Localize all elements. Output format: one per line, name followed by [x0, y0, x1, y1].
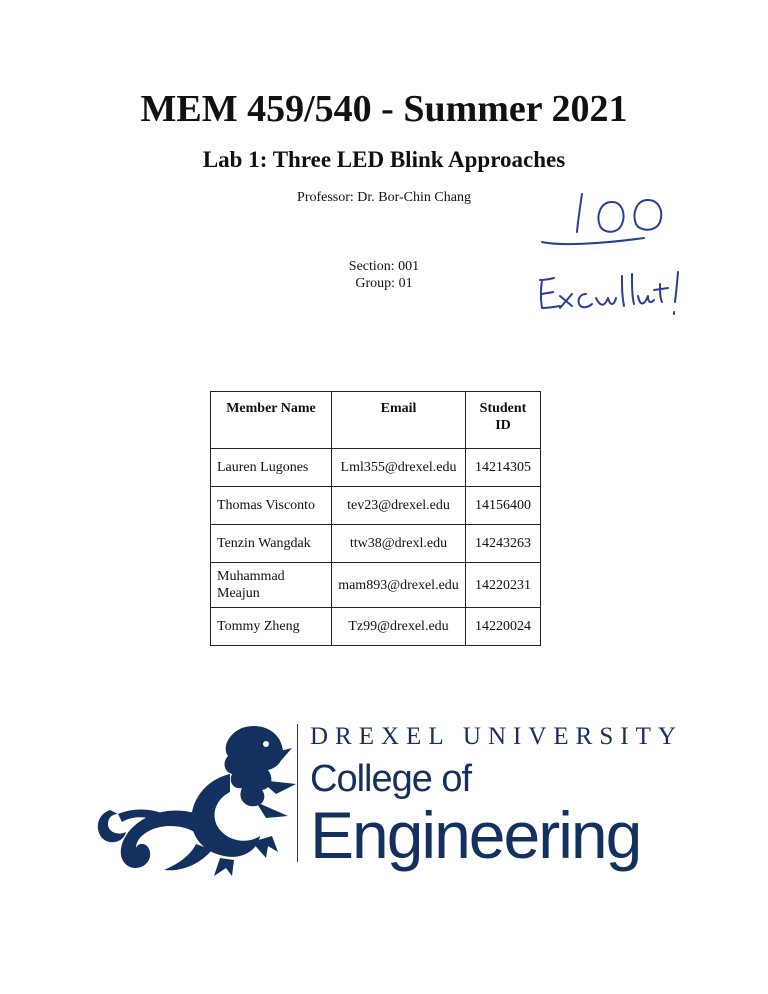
grade-digit-0b-stroke: [635, 200, 662, 230]
document-title: MEM 459/540 - Summer 2021: [140, 88, 628, 130]
grade-digit-0a-stroke: [599, 202, 624, 232]
cell-student-id: 14156400: [466, 487, 541, 525]
handwritten-grade-annotation: [520, 180, 700, 350]
table-row: [211, 525, 541, 563]
cell-student-id: 14220231: [466, 563, 541, 608]
cell-member-name: Muhammad Meajun: [211, 563, 332, 608]
cell-email: Lml355@drexel.edu: [332, 449, 466, 487]
section-line: Section: 001: [348, 259, 420, 274]
comment-en-stroke: [638, 296, 654, 304]
header-member-name: Member Name: [211, 392, 332, 449]
cell-student-id: 14214305: [466, 449, 541, 487]
cell-member-name: Thomas Visconto: [211, 487, 332, 525]
logo-university-name: DREXEL UNIVERSITY: [310, 723, 683, 750]
comment-e-stroke: [596, 298, 616, 305]
comment-t-stroke: [654, 284, 668, 302]
comment-x-stroke: [560, 294, 572, 308]
cell-member-name: Tommy Zheng: [211, 608, 332, 646]
cell-member-name: Lauren Lugones: [211, 449, 332, 487]
cell-email: tev23@drexel.edu: [332, 487, 466, 525]
logo-engineering: Engineering: [310, 798, 641, 872]
table-row: [211, 608, 541, 646]
document-subtitle: Lab 1: Three LED Blink Approaches: [202, 147, 566, 172]
cell-student-id: 14220024: [466, 608, 541, 646]
professor-line: Professor: Dr. Bor-Chin Chang: [297, 190, 471, 205]
header-student-id: Student ID: [466, 392, 541, 449]
comment-exclamation-stroke: [674, 272, 678, 314]
table-row: [211, 563, 541, 608]
cell-email: ttw38@drexl.edu: [332, 525, 466, 563]
logo-wordmark: [310, 722, 683, 870]
logo-college-of: College of: [310, 758, 472, 800]
cell-email: mam893@drexel.edu: [332, 563, 466, 608]
grade-underline-stroke: [542, 238, 644, 244]
comment-c-stroke: [579, 294, 592, 307]
table-row: [211, 449, 541, 487]
comment-ll-stroke: [622, 274, 634, 306]
cell-email: Tz99@drexel.edu: [332, 608, 466, 646]
cell-member-name: Tenzin Wangdak: [211, 525, 332, 563]
header-email: Email: [332, 392, 466, 449]
logo-divider: [297, 724, 298, 862]
dragon-icon: [92, 718, 302, 878]
members-table: [210, 391, 541, 646]
cell-student-id: 14243263: [466, 525, 541, 563]
group-line: Group: 01: [355, 276, 413, 291]
grade-digit-1-stroke: [577, 194, 582, 232]
table-row: [211, 487, 541, 525]
table-header-row: [211, 392, 541, 449]
comment-E-stroke: [540, 278, 560, 308]
